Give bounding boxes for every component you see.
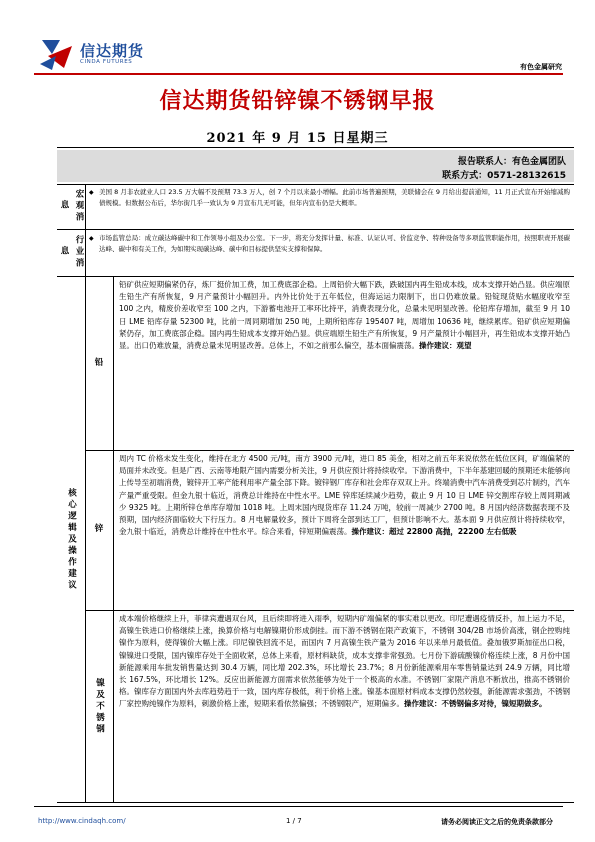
cinda-logo-mark-icon <box>38 36 78 72</box>
bullet-icon: ◆ <box>89 235 94 242</box>
row-divider <box>57 229 574 230</box>
row-divider <box>85 450 574 451</box>
report-title: 信达期货铅锌镍不锈钢早报 <box>159 88 436 114</box>
nickel-analysis-text: 成本端价格继续上升，菲律宾遭遇双台风，且后续即将进入雨季，短期内矿端偏紧的事实难以更改。印尼遭遇疫情反扑，加上运力不足，高镍生铁进口价格继续上涨，换算价格与电解镍期价形成倒挂。而下游不锈钢在限产政策下，不锈钢 304/2B 市场价高涨，钢企控购纯镍作为原料，使得镍价大幅上涨。印尼镍铁回流不足，而国内 7 月高镍生铁产量为 2016 年以来单月最低值。叠加俄罗斯加征出口税，镍镍进口受限，国内镍库存处于全面收紧，总体上来看，原材料缺货，成本支撑非常强劲。七月份下游硫酸镍价格连续上涨，8 月份中国新能源乘用车批发销售量达到 30.4 万辆，同比增 202.3%，环比增长 23.7%；8 月份新能源乘用车零售销量达到 24.9 万辆，同比增长 167.5%，环比增长 12%。反应出新能源方面需求依然能够为处于一个极高的水准。不锈钢厂家限产消息不断放出，推高不锈钢价格。镍库存方面国内外去库趋势趋于一致，国内库存极低，利于价格上涨。镍基本面原材料成本支撑仍然较强，新能源需求强劲，不锈钢厂家控购纯镍作为原料，刺激价格上涨，短期来看依然偏强；不锈钢限产，短期偏多。操作建议：不锈钢偏多对待，镍短期做多。 <box>119 614 570 709</box>
contact-team: 报告联系人：有色金属团队 <box>457 157 566 167</box>
macro-news-text: ◆ 美国 8 月非农就业人口 23.5 万大幅不及预期 73.3 万人，创 7 个月以来最小增幅。此前市场普遍预期，美联储会在 9 月给出提前通知，11 月正式宣布开始缩减购债规模。但数据公布后，华尔街几乎一致认为 9 月宣布几无可能，但年内宣布仍是大概率。 <box>89 188 570 207</box>
logo-text-en: CINDA FUTURES <box>80 59 133 65</box>
logo-text-cn: 信达期货 <box>80 42 145 60</box>
row-divider <box>57 276 574 277</box>
date-divider <box>57 147 574 148</box>
contact-box <box>57 150 574 182</box>
cinda-logo <box>38 36 148 72</box>
column-divider <box>113 277 114 802</box>
lead-operation-advice: 操作建议：观望 <box>419 341 472 351</box>
nickel-operation-advice: 操作建议：不锈钢偏多对待，镍短期做多。 <box>404 699 547 709</box>
row-label-lead: 铅 <box>94 357 104 368</box>
zinc-operation-advice: 操作建议：超过 22800 高抛，22200 左右低吸 <box>351 527 517 537</box>
footer-divider <box>34 806 563 807</box>
report-date: 2021 年 9 月 15 日星期三 <box>206 131 389 146</box>
row-label-industry: 行业消息 <box>59 234 84 270</box>
header-divider <box>34 73 563 75</box>
industry-news-text: ◆ 市场监管总局：成立碳达峰碳中和工作领导小组及办公室。下一步，将充分发挥计量、标准、认证认可、价监竞争、特种设备等多项监管职能作用，按照职责开展碳达峰、碳中和有关工作，为如期实现碳达峰、碳中和目标提供坚实支撑和保障。 <box>89 234 570 253</box>
row-divider <box>85 610 574 611</box>
commentary-table <box>57 184 574 803</box>
row-label-core-logic: 核心逻辑及操作建议 <box>66 487 77 592</box>
zinc-analysis-text: 周内 TC 价格未发生变化，维持在北方 4500 元/吨，南方 3900 元/吨，进口 85 美金，相对之前五年来说依然在低位区间，矿端偏紧的局面并未改变。但是广西、云南等地限产国内需要分析关注，9 月供应预计将持续收窄。下游消费中，下半年基建回暖的预期还未能够向上传导至初端消费，镀锌开工率产能利用率产量全部下降。镀锌钢厂库存和社会库存双双上升。终端消费中汽车消费受到芯片制约，汽车产量严重受限。但金九银十临近，消费总计维持在中性水平。LME 锌库延续减少趋势，截止 9 月 10 日 LME 锌交割库存较上周同期减少 9325 吨。上期所锌仓单库存增加 1018 吨。上周末国内现货库存 11.24 万吨，较前一周减少 2700 吨。8 月国内经济数据表现不及预期，国内经济面临较大下行压力。8 月电解量较多，预计下周将全部到达工厂，但预计影响不大。基本面 9 月供应预计将持续收窄，金九银十临近，消费总计维持在中性水平。综合来看，锌短期偏震荡。操作建议：超过 22800 高抛，22200 左右低吸 <box>119 454 570 537</box>
bullet-icon: ◆ <box>89 189 94 196</box>
row-label-zinc: 锌 <box>94 524 104 534</box>
row-label-macro: 宏观消息 <box>59 188 84 224</box>
row-label-nickel-stainless: 镍及不锈钢 <box>94 677 105 736</box>
page-number: 1 / 7 <box>286 817 302 825</box>
contact-phone: 联系方式：0571-28132615 <box>442 171 566 181</box>
footer-disclaimer: 请务必阅读正文之后的免责条款部分 <box>441 818 553 826</box>
section-label: 有色金属研究 <box>520 63 562 71</box>
lead-analysis-text: 铅矿供应短期偏紧仍存，炼厂挺价加工费，加工费底部企稳。上周铅价大幅下跌，跌破国内再生铅成本线，成本支撑开始凸显。供应端原生铅生产有所恢复，9 月产量预计小幅回升。内外比价处于五年低位，但海运运力限制下，出口仍难放量。铅锭现货贴水幅度收窄至 100 之内，精废价差收窄至 100 之内，下游蓄电池开工率环比持平，消费表现分化，总量未见明显改善。伦铅库存增加，截至 9 月 10 日 LME 铅库存量 52300 吨，比前一周同期增加 250 吨，上期所铅库存 195407 吨，周增加 10636 吨，继续累库。铅矿供应短期偏紧仍存，加工费底部企稳。国内再生铅成本支撑开始凸显。供应端原生铅生产有所恢复，9 月产量预计小幅回升，再生铅成本支撑开始凸显。出口仍难放量，消费总量未见明显改善。总体上，不如之前那么偏空，基本面偏震荡。操作建议：观望 <box>119 280 570 351</box>
footer-website-link[interactable]: http://www.cindaqh.com/ <box>38 817 126 825</box>
